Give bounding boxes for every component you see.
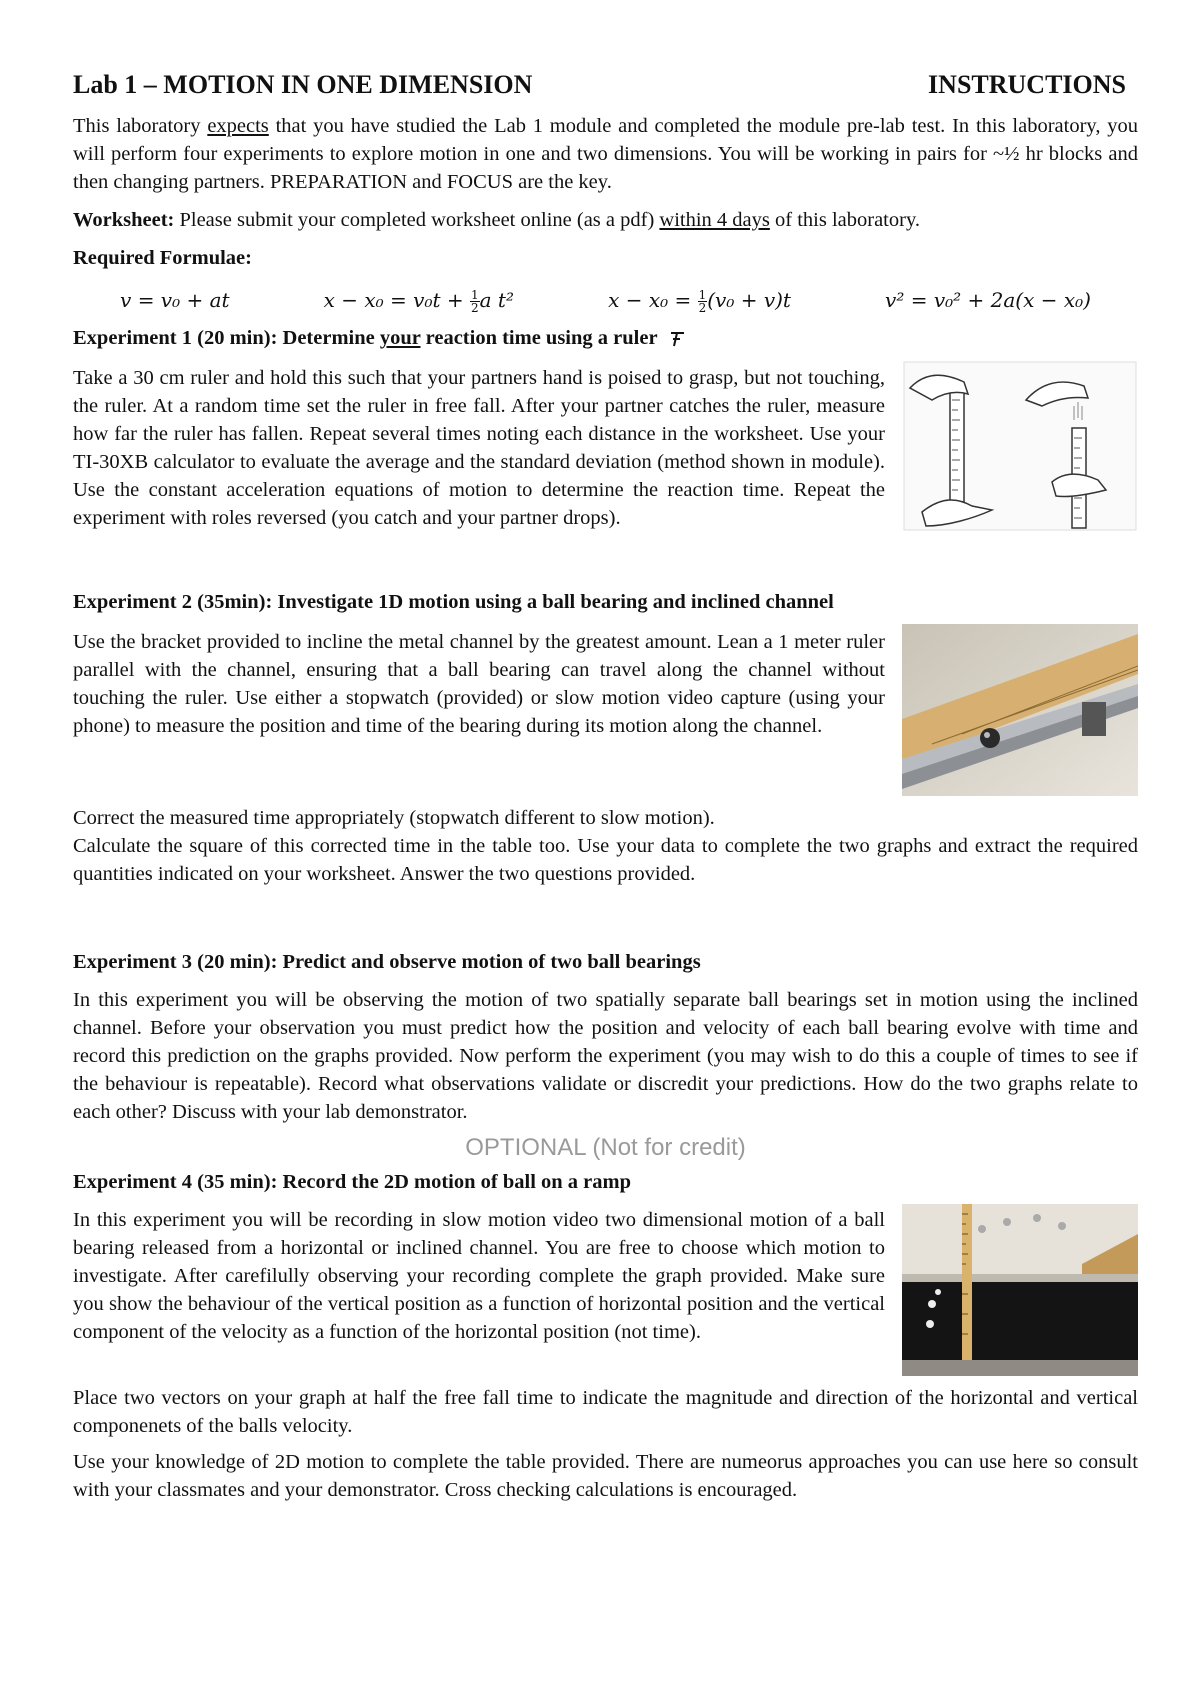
- formulae-row: [73, 288, 1138, 314]
- title-row: [73, 70, 1138, 100]
- exp4-text: In this experiment you will be recording in slow motion video two dimensional motion of a ball bearing released from a horizontal or inclined channel. You are free to choose which motion to investigate. After carefilully observing your recording complete the graph provided. Make sure you show the behaviour of the vertical position as a function of horizontal position and the vertical component of the velocity as a function of the horizontal position (not time).: [73, 1209, 885, 1343]
- exp2-text: Use the bracket provided to incline the metal channel by the greatest amount. Lean a 1 meter ruler parallel with the channel, ensuring that a ball bearing can travel along the channel without touching the ruler. Use either a stopwatch (provided) or slow motion video capture (using your phone) to measure the position and time of the bearing during its motion along the channel.: [73, 631, 885, 737]
- exp2-block: [73, 628, 1138, 796]
- formula-velocity-squared: v² = v₀² + 2a(x − x₀): [885, 288, 1091, 312]
- lab-title: Lab 1 – MOTION IN ONE DIMENSION: [73, 70, 533, 99]
- optional-label: OPTIONAL (Not for credit): [465, 1134, 746, 1161]
- exp3-text: In this experiment you will be observing the motion of two spatially separate ball bearings set in motion using the inclined channel. Before your observation you must predict how the position and velocity of each ball bearing evolve with time and record this prediction on the graphs provided. Now perform the experiment (you may wish to do this a couple of times to see if the behaviour is repeatable). Record what observations validate or discredit your predictions. How do the two graphs relate to each other? Discuss with your lab demonstrator.: [73, 989, 1138, 1123]
- exp1-text: Take a 30 cm ruler and hold this such that your partners hand is poised to grasp, but not touching, the ruler. At a random time set the ruler in free fall. After your partner catches the ruler, measure how far the ruler has fallen. Repeat several times noting each distance in the worksheet. Use your TI-30XB calculator to evaluate the average and the standard deviation (method shown in module). Use the constant acceleration equations of motion to determine the reaction time. Repeat the experiment with roles reversed (you catch and your partner drops).: [73, 367, 885, 529]
- document-page: [73, 70, 1138, 1504]
- formula-position: x − x₀ = v₀t + $\frac{1}{2}$ a t²: [323, 288, 514, 315]
- inclined-channel-photo: [902, 624, 1138, 796]
- ramp-motion-photo: [902, 1204, 1138, 1376]
- intro-paragraph: This laboratory expects that you have studied the Lab 1 module and completed the module pre-lab test. In this laboratory, you will perform four experiments to explore motion in one and two dimensions. You will be working in pairs for ~½ hr blocks and then changing partners. PREPARATION and FOCUS are the key.: [73, 115, 1138, 193]
- exp4-block: [73, 1206, 1138, 1376]
- formula-average-velocity: x − x₀ = $\frac{1}{2}$ (v₀ + v)t: [608, 288, 791, 315]
- exp1-heading: Experiment 1 (20 min): Determine your reaction time using a ruler: [73, 324, 1138, 352]
- exp2-text-2: Correct the measured time appropriately (stopwatch different to slow motion).: [73, 807, 715, 829]
- exp4-text-2: Place two vectors on your graph at half the free fall time to indicate the magnitude and direction of the horizontal and vertical componenets of the balls velocity.: [73, 1387, 1138, 1437]
- exp2-text-3: Calculate the square of this corrected time in the table too. Use your data to complete the two graphs and extract the required quantities indicated on your worksheet. Answer the two questions provided.: [73, 835, 1138, 885]
- ruler-icon: [668, 329, 688, 349]
- instructions-label: INSTRUCTIONS: [928, 70, 1126, 99]
- ruler-drop-illustration: [902, 360, 1138, 532]
- exp3-heading: Experiment 3 (20 min): Predict and observe motion of two ball bearings: [73, 951, 701, 973]
- exp4-text-3: Use your knowledge of 2D motion to complete the table provided. There are numeorus approaches you can use here so consult with your classmates and your demonstrator. Cross checking calculations is encouraged.: [73, 1451, 1138, 1501]
- exp4-heading: Experiment 4 (35 min): Record the 2D motion of ball on a ramp: [73, 1171, 632, 1193]
- exp1-block: [73, 364, 1138, 532]
- exp2-heading: Experiment 2 (35min): Investigate 1D motion using a ball bearing and inclined channel: [73, 591, 834, 613]
- formula-velocity: v = v₀ + at: [120, 288, 230, 312]
- worksheet-paragraph: Worksheet: Please submit your completed worksheet online (as a pdf) within 4 days of this laboratory.: [73, 209, 920, 231]
- required-formulae-label: Required Formulae:: [73, 247, 252, 269]
